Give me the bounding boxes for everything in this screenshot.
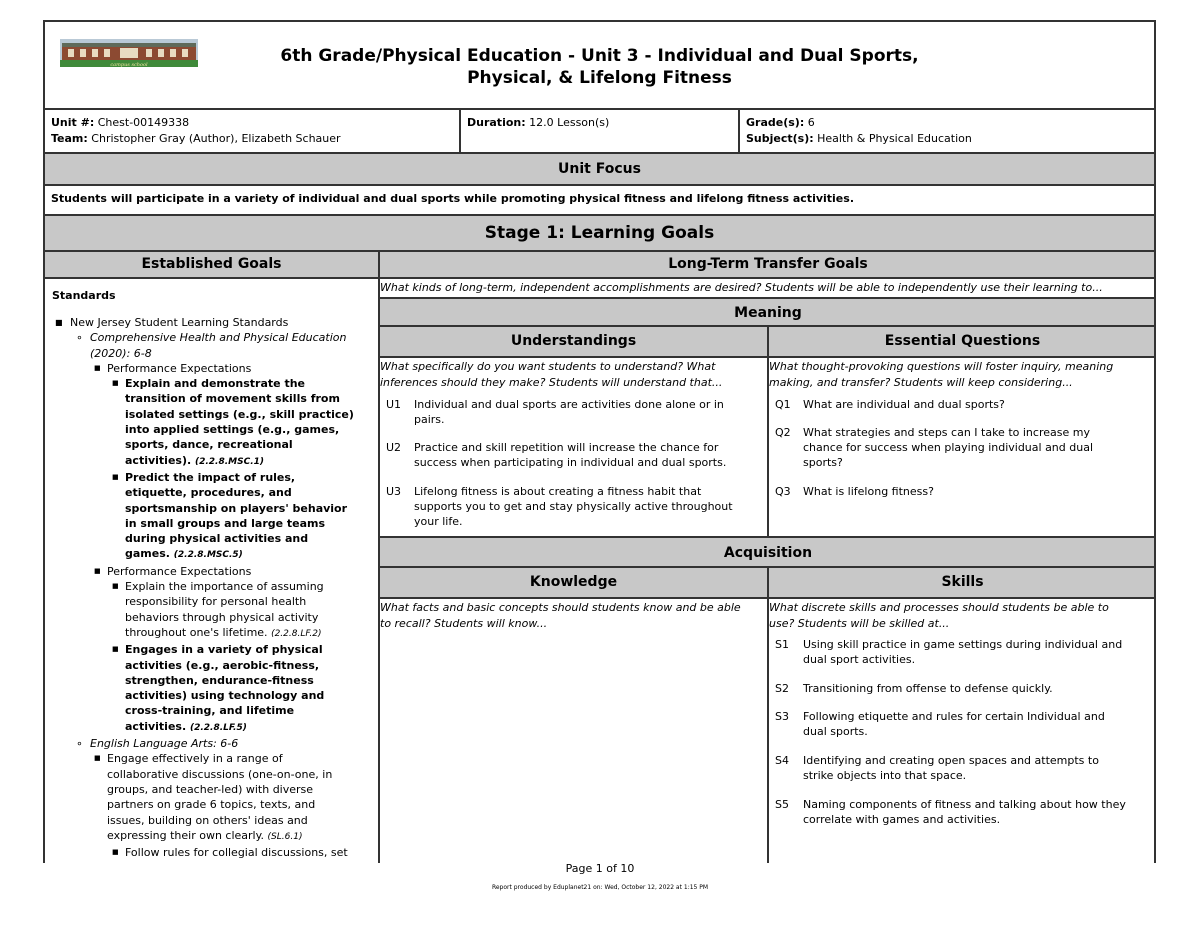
meaning-heading: Meaning	[380, 297, 1156, 327]
standards-heading: Standards	[52, 289, 116, 302]
performance-expectations-1: ■ Performance Expectations	[94, 361, 252, 375]
standards-level1: ■ New Jersey Student Learning Standards	[55, 316, 289, 329]
essential-questions-heading: Essential Questions	[884, 333, 1041, 349]
report-footer: Report produced by Eduplanet21 on: Wed, October 12, 2022 at 1:15 PM	[491, 884, 709, 891]
school-logo	[60, 39, 198, 67]
eq-prompt: What thought-provoking questions will foster inquiry, meaning making, and transfer? Students will keep considering...	[769, 360, 1114, 389]
unit-focus-heading: Unit Focus	[45, 154, 1154, 186]
duration-cell: Duration: 12.0 Lesson(s)	[461, 110, 740, 154]
standard-lf5: ■ Engages in a variety of physical activities (e.g., aerobic-fitness, strengthen, endurance-fitness activities) using technology and cross-training, and lifetime activities. (2.2.8.LF.5)	[112, 643, 325, 733]
knowledge-heading: Knowledge	[529, 574, 618, 590]
skills-heading: Skills	[941, 574, 984, 590]
standards-list	[52, 315, 374, 860]
document-page: campus school 6th Grade/Physical Education - Unit 3 - Individual and Dual Sports, Physical, & Lifelong Fitness Unit #: Chest-00149338 Team: Christopher Gray (Author), Elizabeth Schauer Duration: 12.0 Lesson(s) Grade(s): 6 Subject(s): Health & Physical Education Unit Focus Students will participate in a variety of individual and dual sports while promoting physical fitness and lifelong fitness activities. Stage 1: Learning Goals Established Goals Long-Term Transfer Goals What kinds of long-term, independent accomplishments are desired? Students will be able to independently use their learning to... Meaning Understandings Essential Questions What specifically do you want students to understand? What inferences should they make? Students will understand that... What thought-provoking questions will foster inquiry, meaning making, and transfer? Students will keep considering... U1 Individual and dual sports are activities done alone or in pairs. U2 Practice and skill repetition will increase the chance for success when participating in individual and dual sports. U3 Lifelong fitness is about creating a fitness habit that supports you to get and stay physically active throughout your life. Q1 What are individual and dual sports? Q2 What strategies and steps can I take to increase my chance for success when playing individual and dual sports? Q3 What is lifelong fitness? Acquisition Knowledge Skills What facts and basic concepts should students know and be able to recall? Students will know... What discrete skills and processes should students be able to use? Students will be skilled at... S1 Using skill practice in game settings during individual and dual sport activities. S2 Transitioning from offense to defense quickly. S3 Following etiquette and rules for certain Individual and dual sports. S4 Identifying and creating open spaces and attempts to strike objects into that space. S5 Naming components of fitness and talking about how they correlate with games and activities. Standards ■ New Jersey Student Learning Standards ∘ Comprehensive Health and Physical Education (2020): 6-8 ■ Performance Expectations ■ Explain and demonstrate the transition of movement skills from isolated settings (e.g., skill practice) into applied settings (e.g., games, sports, dance, recreational activities). (2.2.8.MSC.1) ■ Predict the impact of rules, etiquette, procedures, and sportsmanship on players' behavior in small groups and large teams during physical activities and games. (2.2.8.MSC.5) ■ Performance Expectations ■ Explain the importance of assuming responsibility for personal health behaviors through physical activity throughout one's lifetime. (2.2.8.LF.2) ■ Engages in a variety of physical activities (e.g., aerobic-fitness, strengthen, endurance-fitness activities) using technology and cross-training, and lifetime activities. (2.2.8.LF.5) ∘ English Language Arts: 6-6 ■ Engage effectively in a range of collaborative discussions (one-on-one, in groups, and teacher-led) with diverse partners on grade 6 topics, texts, and issues, building on others' ideas and expressing their own clearly. (SL.6.1) ■ Follow rules for collegial discussions, set	[43, 20, 1156, 863]
page-title: 6th Grade/Physical Education - Unit 3 - Individual and Dual Sports, Physical, & Lifelong Fitness	[280, 46, 919, 88]
understandings-heading: Understandings	[510, 333, 637, 349]
ela-standards: ∘ English Language Arts: 6-6	[76, 737, 239, 751]
established-goals-heading: Established Goals	[141, 256, 282, 272]
stage1-heading: Stage 1: Learning Goals	[45, 216, 1154, 252]
page-number: Page 1 of 10	[565, 862, 635, 875]
logo-caption: campus school	[110, 62, 148, 67]
unit-focus-text: Students will participate in a variety of individual and dual sports while promoting physical fitness and lifelong fitness activities.	[51, 192, 854, 205]
long-term-prompt: What kinds of long-term, independent accomplishments are desired? Students will be able to independently use their learning to...	[380, 281, 1103, 294]
standard-msc1: ■ Explain and demonstrate the transition of movement skills from isolated settings (e.g., skill practice) into applied settings (e.g., games, sports, dance, recreational activities). (2.2.8.MSC.1)	[112, 377, 354, 467]
knowledge-prompt: What facts and basic concepts should students know and be able to recall? Students will know...	[380, 601, 741, 630]
long-term-goals-heading: Long-Term Transfer Goals	[668, 256, 868, 272]
understandings-prompt: What specifically do you want students to understand? What inferences should they make? Students will understand that...	[380, 360, 723, 389]
standard-collegial: ■ Follow rules for collegial discussions, set	[112, 846, 348, 860]
skills-prompt: What discrete skills and processes should students be able to use? Students will be skilled at...	[769, 601, 1109, 630]
unit-info-cell: Unit #: Chest-00149338 Team: Christopher Gray (Author), Elizabeth Schauer	[45, 110, 461, 154]
standards-level2: ∘ Comprehensive Health and Physical Education (2020): 6-8	[76, 331, 347, 360]
grade-subject-cell: Grade(s): 6 Subject(s): Health & Physical Education	[740, 110, 1154, 154]
standard-msc5: ■ Predict the impact of rules, etiquette, procedures, and sportsmanship on players' behavior in small groups and large teams during physical activities and games. (2.2.8.MSC.5)	[112, 470, 348, 561]
standard-sl61: ■ Engage effectively in a range of collaborative discussions (one-on-one, in groups, and teacher-led) with diverse partners on grade 6 topics, texts, and issues, building on others' ideas and expressing their own clearly. (SL.6.1)	[94, 752, 333, 842]
performance-expectations-2: ■ Performance Expectations	[94, 564, 252, 578]
acquisition-heading: Acquisition	[380, 536, 1156, 568]
document-header	[45, 22, 1154, 110]
standard-lf2: ■ Explain the importance of assuming responsibility for personal health behaviors through physical activity throughout one's lifetime. (2.2.8.LF.2)	[112, 580, 324, 639]
